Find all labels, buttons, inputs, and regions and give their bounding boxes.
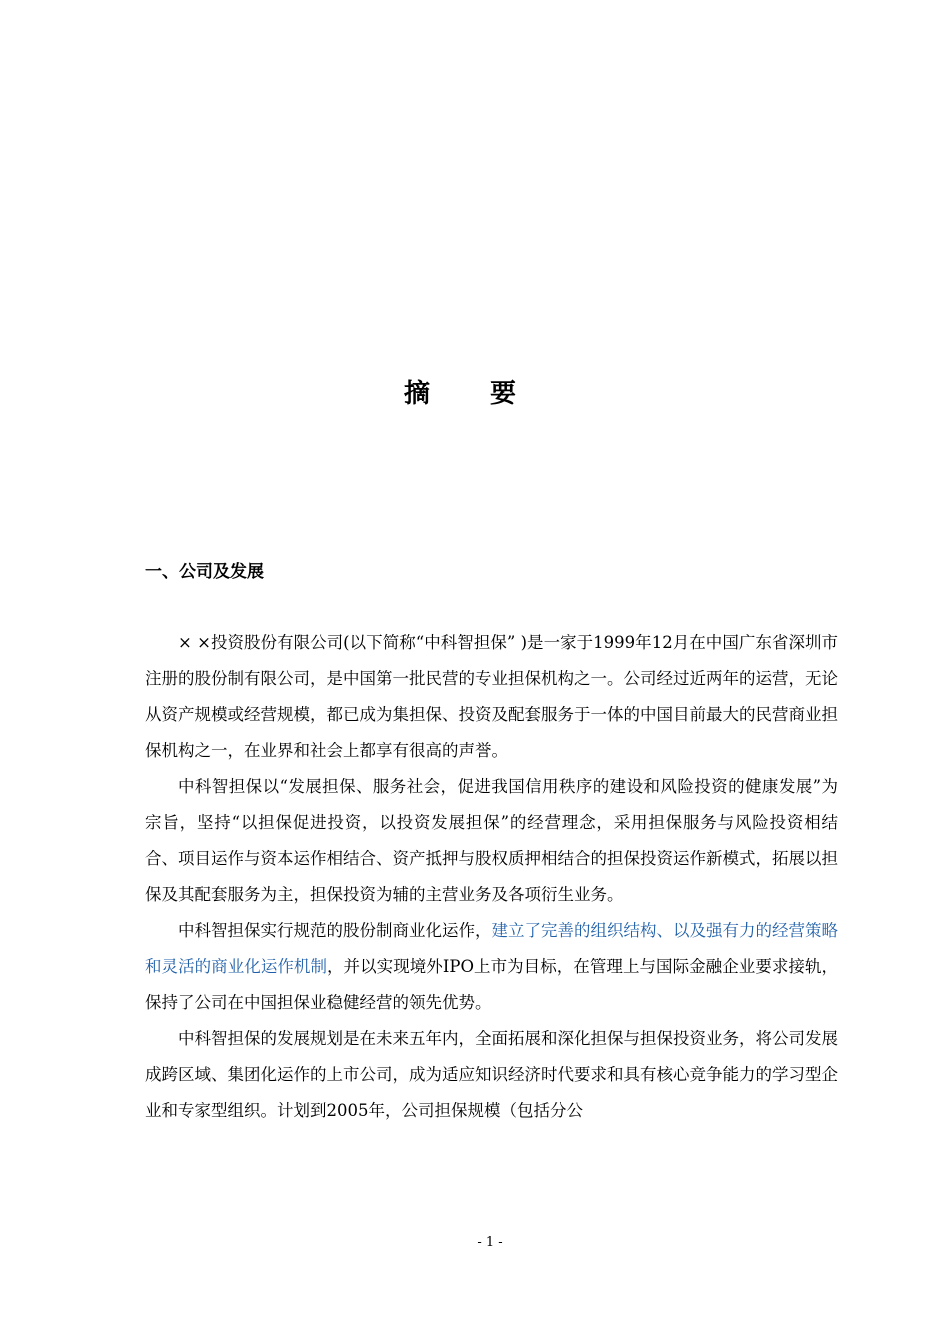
paragraph-operations — [145, 913, 838, 1021]
page-title: 摘要 — [403, 379, 576, 409]
highlighted-text: 建立了完善的组织结构、以及强有力的经营策略和灵活的商业化运作机制 — [145, 921, 838, 976]
paragraph-operations-text-start: 中科智担保实行规范的股份制商业化运作， — [178, 921, 492, 940]
body-text — [145, 625, 838, 1129]
paragraph-operations-text-end: ，并以实现境外IPO上市为目标，在管理上与国际金融企业要求接轨，保持了公司在中国担保业稳健经营的领先优势。 — [145, 957, 838, 1012]
paragraph-development-plan: 中科智担保的发展规划是在未来五年内，全面拓展和深化担保与担保投资业务，将公司发展成跨区域、集团化运作的上市公司，成为适应知识经济时代要求和具有核心竞争能力的学习型企业和专家型组织。计划到2005年，公司担保规模（包括分公 — [145, 1029, 838, 1120]
page-number: - 1 - — [477, 1235, 503, 1250]
paragraph-company-intro: × ×投资股份有限公司(以下简称“中科智担保” )是一家于1999年12月在中国广东省深圳市注册的股份制有限公司，是中国第一批民营的专业担保机构之一。公司经过近两年的运营，无论从资产规模或经营规模，都已成为集担保、投资及配套服务于一体的中国目前最大的民营商业担保机构之一，在业界和社会上都享有很高的声誉。 — [145, 633, 838, 760]
paragraph-mission: 中科智担保以“发展担保、服务社会，促进我国信用秩序的建设和风险投资的健康发展”为宗旨，坚持“以担保促进投资，以投资发展担保”的经营理念，采用担保服务与风险投资相结合、项目运作与资本运作相结合、资产抵押与股权质押相结合的担保投资运作新模式，拓展以担保及其配套服务为主，担保投资为辅的主营业务及各项衍生业务。 — [145, 777, 838, 904]
section-heading: 一、公司及发展 — [145, 562, 264, 582]
